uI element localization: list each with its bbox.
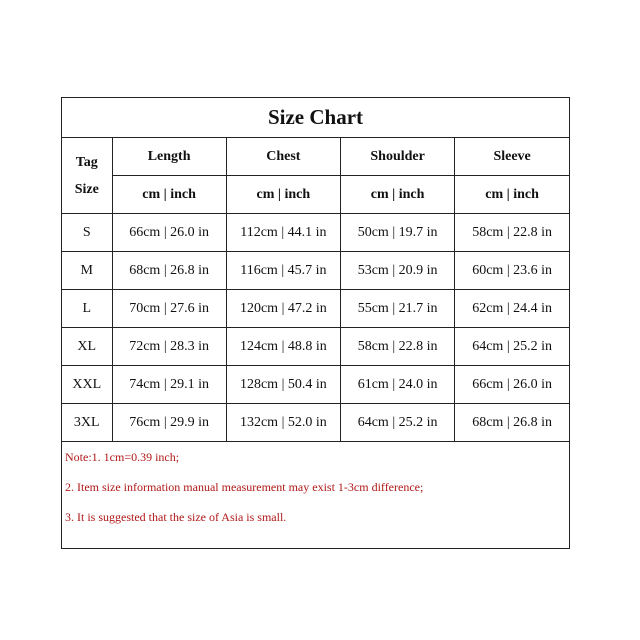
chest-cell: 116cm | 45.7 in: [226, 252, 340, 290]
column-header-sleeve: Sleeve: [455, 138, 569, 176]
note-line: 2. Item size information manual measurement may exist 1-3cm difference;: [65, 480, 424, 494]
table-row: [62, 214, 569, 252]
size-cell: 3XL: [62, 404, 112, 442]
chest-cell: 132cm | 52.0 in: [226, 404, 340, 442]
shoulder-cell: 58cm | 22.8 in: [341, 328, 455, 366]
unit-label: cm | inch: [455, 176, 569, 214]
sleeve-cell: 68cm | 26.8 in: [455, 404, 569, 442]
chest-cell: 124cm | 48.8 in: [226, 328, 340, 366]
length-cell: 68cm | 26.8 in: [112, 252, 226, 290]
table-row: [62, 290, 569, 328]
chest-cell: 128cm | 50.4 in: [226, 366, 340, 404]
length-cell: 72cm | 28.3 in: [112, 328, 226, 366]
note-line: Note:1. 1cm=0.39 inch;: [65, 450, 180, 464]
tag-size-header: [62, 138, 112, 214]
notes-section: [62, 442, 569, 532]
column-header-shoulder: Shoulder: [341, 138, 455, 176]
table-row: [62, 404, 569, 442]
size-cell: M: [62, 252, 112, 290]
unit-label: cm | inch: [226, 176, 340, 214]
shoulder-cell: 61cm | 24.0 in: [341, 366, 455, 404]
sleeve-cell: 64cm | 25.2 in: [455, 328, 569, 366]
chart-title: Size Chart: [62, 98, 569, 138]
length-cell: 74cm | 29.1 in: [112, 366, 226, 404]
note-line: 3. It is suggested that the size of Asia is small.: [65, 510, 287, 524]
length-cell: 70cm | 27.6 in: [112, 290, 226, 328]
sleeve-cell: 58cm | 22.8 in: [455, 214, 569, 252]
table-row: [62, 252, 569, 290]
size-label: Size: [74, 181, 99, 197]
tag-label: Tag: [75, 154, 98, 170]
unit-row: [62, 176, 569, 214]
length-cell: 76cm | 29.9 in: [112, 404, 226, 442]
sleeve-cell: 66cm | 26.0 in: [455, 366, 569, 404]
header-row: [62, 138, 569, 176]
shoulder-cell: 53cm | 20.9 in: [341, 252, 455, 290]
sleeve-cell: 62cm | 24.4 in: [455, 290, 569, 328]
chest-cell: 112cm | 44.1 in: [226, 214, 340, 252]
shoulder-cell: 64cm | 25.2 in: [341, 404, 455, 442]
size-chart: [61, 97, 570, 549]
table-row: [62, 328, 569, 366]
size-cell: XL: [62, 328, 112, 366]
size-table: [62, 138, 569, 442]
size-cell: L: [62, 290, 112, 328]
shoulder-cell: 55cm | 21.7 in: [341, 290, 455, 328]
shoulder-cell: 50cm | 19.7 in: [341, 214, 455, 252]
unit-label: cm | inch: [112, 176, 226, 214]
unit-label: cm | inch: [341, 176, 455, 214]
sleeve-cell: 60cm | 23.6 in: [455, 252, 569, 290]
size-cell: XXL: [62, 366, 112, 404]
size-cell: S: [62, 214, 112, 252]
chest-cell: 120cm | 47.2 in: [226, 290, 340, 328]
length-cell: 66cm | 26.0 in: [112, 214, 226, 252]
column-header-length: Length: [112, 138, 226, 176]
column-header-chest: Chest: [226, 138, 340, 176]
table-row: [62, 366, 569, 404]
